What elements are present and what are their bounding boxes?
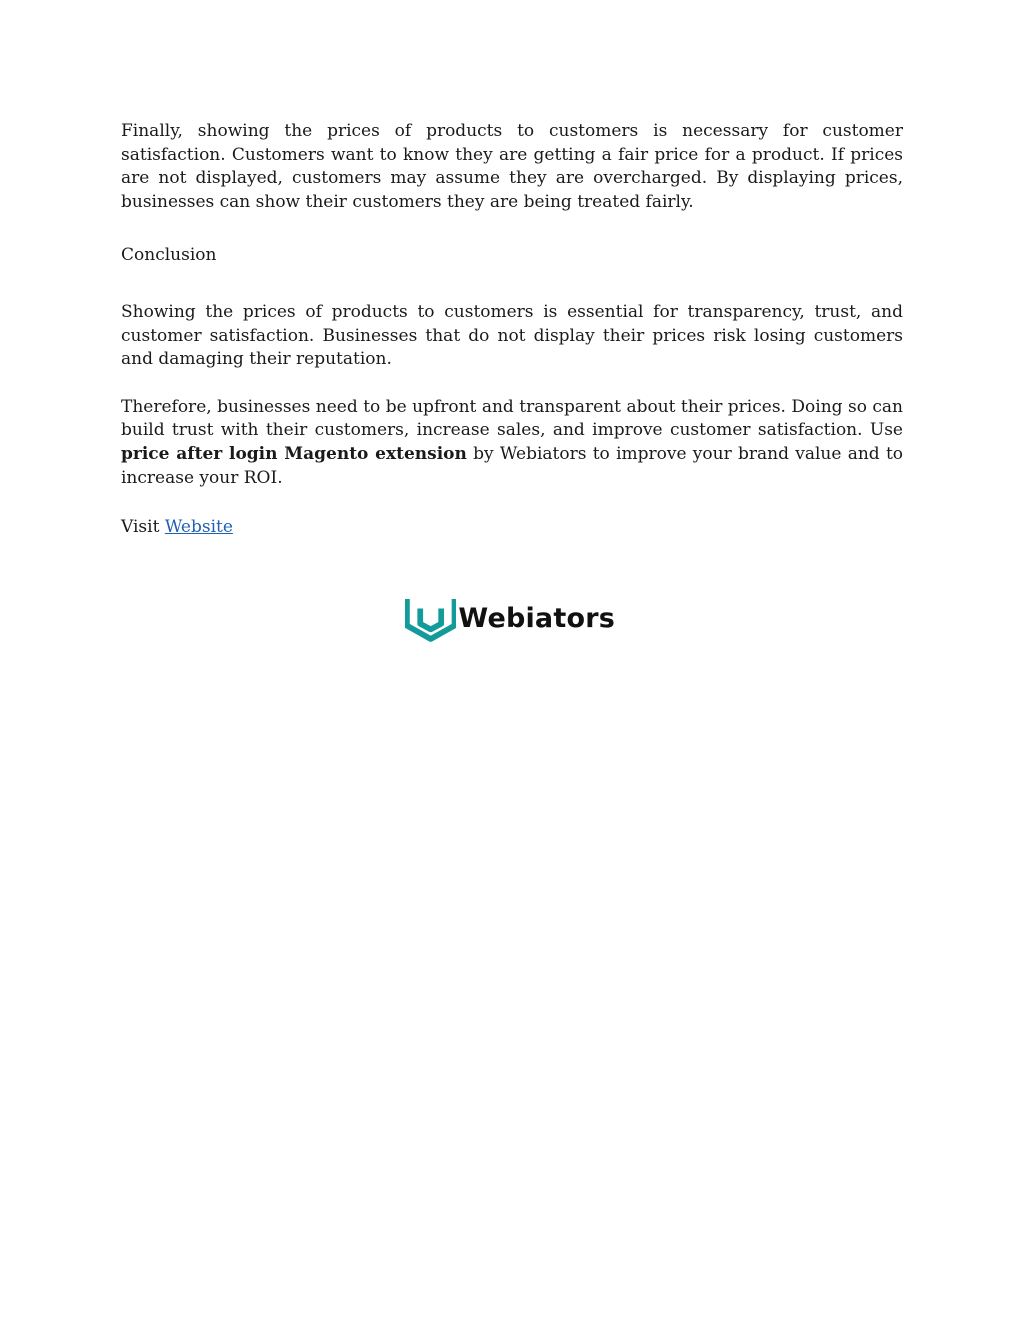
- document-body: [121, 120, 903, 540]
- paragraph-therefore-text-start: Therefore, businesses need to be upfront and transparent about their prices. Doing so can build trust with their customers, increase sales, and improve customer satisfaction. Use: [121, 396, 903, 441]
- visit-prefix: Visit: [121, 517, 165, 538]
- paragraph-therefore: [121, 396, 903, 490]
- paragraph-conclusion: Showing the prices of products to customers is essential for transparency, trust, and customer satisfaction. Businesses that do not display their prices risk losing customers and damaging their reputation.: [121, 301, 903, 370]
- extension-name-bold: price after login Magento extension: [121, 443, 467, 464]
- website-link[interactable]: Website: [164, 517, 233, 538]
- paragraph-customer-satisfaction: Finally, showing the prices of products to customers is necessary for customer satisfaction. Customers want to know they are getting a fair price for a product. If prices are not displayed, customers may assume they are overcharged. By displaying prices, businesses can show their customers they are being treated fairly.: [121, 121, 903, 212]
- webiators-logo-text: Webiators: [458, 602, 615, 634]
- webiators-logo: [405, 594, 615, 642]
- visit-line: [121, 516, 903, 540]
- section-heading-conclusion: Conclusion: [121, 245, 217, 266]
- paragraph-therefore-text-end: by Webiators to improve your brand value and to increase your ROI.: [121, 443, 904, 488]
- webiators-logo-icon: [405, 594, 456, 642]
